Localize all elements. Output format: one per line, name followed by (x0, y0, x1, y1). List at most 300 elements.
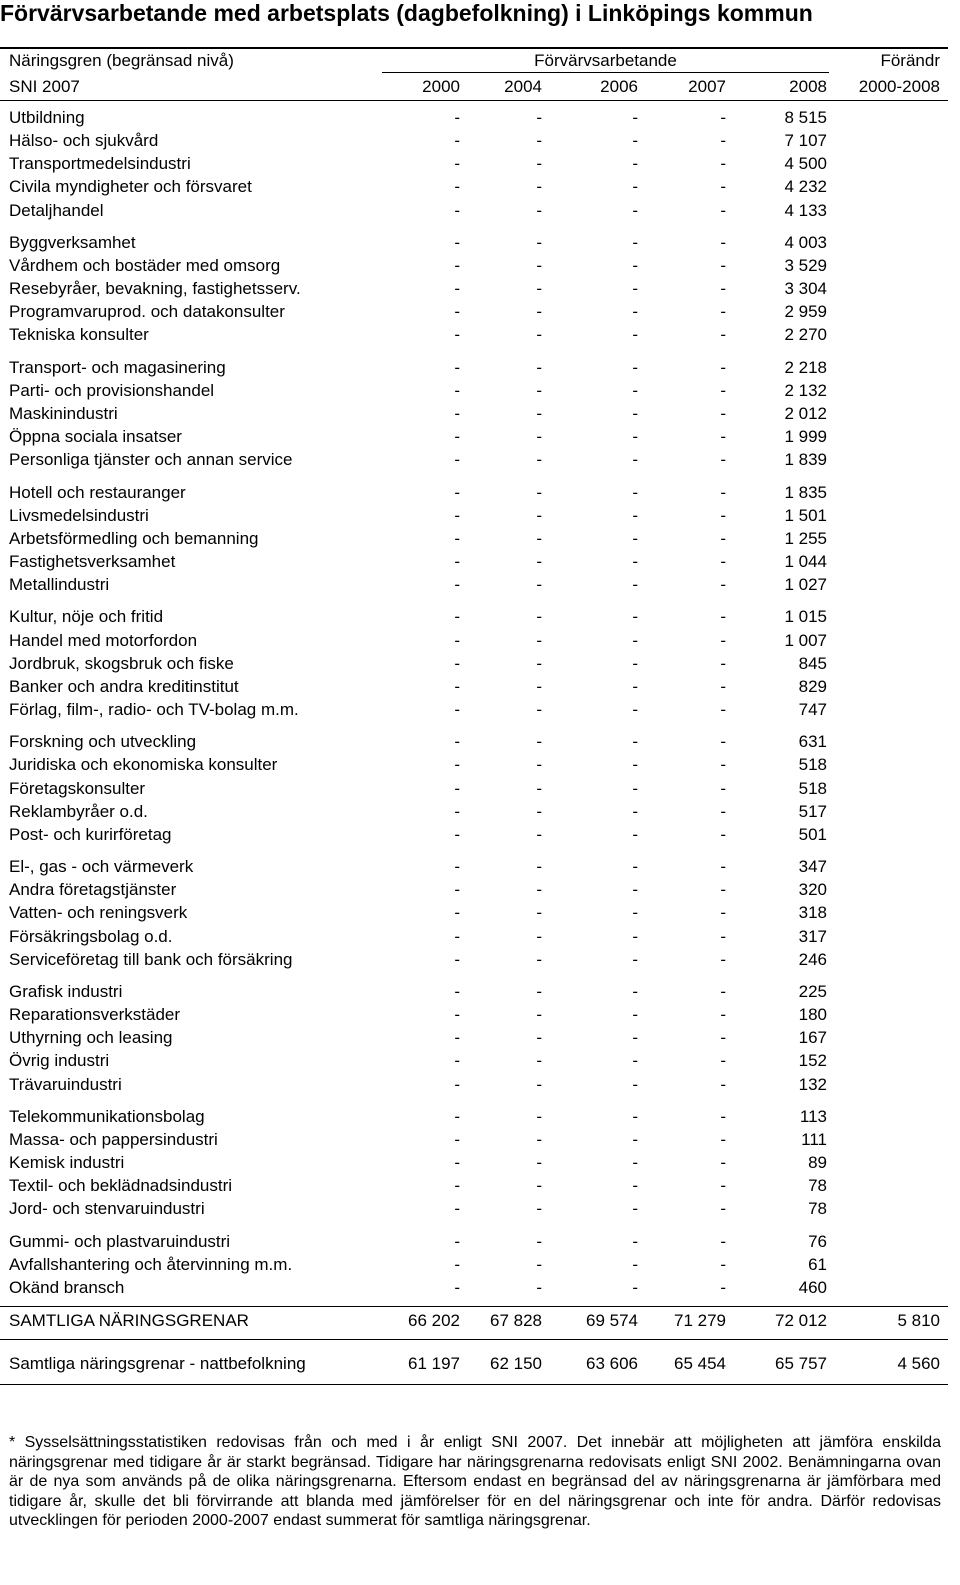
table-row (0, 231, 948, 254)
cell-2007: - (720, 631, 726, 650)
cell-2007: - (720, 779, 726, 798)
cell-2006: - (632, 256, 638, 275)
cell-2000: - (454, 1107, 460, 1126)
cell-2008: 61 (808, 1255, 827, 1274)
table-row (0, 129, 948, 152)
cell-2000: - (454, 1028, 460, 1047)
cell-2006: - (632, 381, 638, 400)
table-row (0, 730, 948, 753)
table-row (0, 901, 948, 924)
cell-2000: - (454, 279, 460, 298)
cell-2004: - (536, 677, 542, 696)
cell-2004: - (536, 177, 542, 196)
column-label-change-period: 2000-2008 (858, 77, 940, 96)
cell-2008: 2 218 (784, 358, 827, 377)
table-row (0, 675, 948, 698)
table-row (0, 1253, 948, 1276)
cell-2000: - (454, 1199, 460, 1218)
cell-2000: - (454, 700, 460, 719)
cell-2007: - (720, 1051, 726, 1070)
cell-2006: - (632, 1051, 638, 1070)
cell-2008: 65 757 (775, 1354, 827, 1373)
cell-2007: - (720, 552, 726, 571)
cell-2000: - (454, 302, 460, 321)
table-row (0, 629, 948, 652)
cell-2007: - (720, 1199, 726, 1218)
cell-2008: 113 (799, 1107, 827, 1126)
cell-2006: - (632, 1107, 638, 1126)
cell-2006: 63 606 (586, 1354, 638, 1373)
cell-2004: - (536, 825, 542, 844)
cell-2000: - (454, 1232, 460, 1251)
industry-name: Handel med motorfordon (9, 631, 198, 650)
cell-2007: - (720, 325, 726, 344)
cell-2008: 1 255 (784, 529, 827, 548)
industry-name: Hotell och restauranger (9, 483, 186, 502)
industry-name: El-, gas - och värmeverk (9, 857, 194, 876)
cell-2008: 180 (798, 1005, 827, 1024)
industry-name: Företagskonsulter (9, 779, 146, 798)
cell-2008: 4 232 (784, 177, 827, 196)
cell-2000: - (454, 950, 460, 969)
cell-2004: - (536, 950, 542, 969)
cell-2008: 1 015 (784, 607, 827, 626)
industry-name: Kultur, nöje och fritid (9, 607, 164, 626)
industry-name: Detaljhandel (9, 201, 104, 220)
industry-name: Reparationsverkstäder (9, 1005, 181, 1024)
cell-2007: - (720, 575, 726, 594)
cell-2004: - (536, 802, 542, 821)
cell-2006: - (632, 677, 638, 696)
cell-2004: - (536, 358, 542, 377)
cell-2004: - (536, 279, 542, 298)
header-row-2 (0, 75, 948, 98)
cell-2007: - (720, 950, 726, 969)
table-row (0, 175, 948, 198)
total-middle-rule (0, 1339, 948, 1340)
industry-name: Juridiska och ekonomiska konsulter (9, 755, 278, 774)
cell-2004: - (536, 233, 542, 252)
cell-2000: 61 197 (408, 1354, 460, 1373)
cell-2006: - (632, 233, 638, 252)
cell-2007: - (720, 233, 726, 252)
cell-2004: - (536, 1005, 542, 1024)
cell-2004: - (536, 1153, 542, 1172)
cell-2007: - (720, 825, 726, 844)
cell-2006: - (632, 1130, 638, 1149)
cell-2007: - (720, 1005, 726, 1024)
cell-2007: - (720, 529, 726, 548)
cell-2007: - (720, 1130, 726, 1149)
cell-2008: 3 529 (784, 256, 827, 275)
cell-2000: - (454, 631, 460, 650)
industry-name: Vatten- och reningsverk (9, 903, 188, 922)
cell-2008: 1 044 (784, 552, 827, 571)
cell-2006: - (632, 1075, 638, 1094)
cell-2006: - (632, 1255, 638, 1274)
cell-2006: - (632, 880, 638, 899)
cell-2006: - (632, 450, 638, 469)
cell-2007: - (720, 700, 726, 719)
cell-2004: - (536, 506, 542, 525)
total-top-rule (0, 1306, 948, 1307)
cell-2004: - (536, 880, 542, 899)
cell-2004: - (536, 755, 542, 774)
industry-name: Forskning och utveckling (9, 732, 197, 751)
cell-2007: - (720, 1153, 726, 1172)
table-row (0, 152, 948, 175)
industry-name: Jordbruk, skogsbruk och fiske (9, 654, 234, 673)
industry-name: Arbetsförmedling och bemanning (9, 529, 259, 548)
table-row (0, 277, 948, 300)
cell-2008: 4 003 (784, 233, 827, 252)
cell-2008: 1 835 (784, 483, 827, 502)
table-row (0, 356, 948, 379)
cell-2007: - (720, 677, 726, 696)
cell-2007: - (720, 131, 726, 150)
industry-name: Okänd bransch (9, 1278, 125, 1297)
cell-2006: - (632, 302, 638, 321)
industry-name: Resebyråer, bevakning, fastighetsserv. (9, 279, 301, 298)
cell-2000: - (454, 233, 460, 252)
cell-2006: - (632, 1153, 638, 1172)
cell-2008: 78 (808, 1199, 827, 1218)
cell-2008: 7 107 (784, 131, 827, 150)
cell-2007: - (720, 256, 726, 275)
cell-2006: - (632, 131, 638, 150)
cell-2008: 460 (798, 1278, 827, 1297)
cell-2007: - (720, 1176, 726, 1195)
total-night-label: Samtliga näringsgrenar - nattbefolkning (9, 1354, 306, 1373)
industry-name: Trävaruindustri (9, 1075, 122, 1094)
table-row (0, 527, 948, 550)
cell-2008: 347 (798, 857, 827, 876)
cell-2004: - (536, 631, 542, 650)
cell-change: 5 810 (897, 1311, 940, 1330)
cell-2007: - (720, 1107, 726, 1126)
cell-2008: 76 (808, 1232, 827, 1251)
industry-name: Gummi- och plastvaruindustri (9, 1232, 231, 1251)
cell-2006: - (632, 529, 638, 548)
table-row (0, 698, 948, 721)
industry-name: Metallindustri (9, 575, 110, 594)
cell-2004: - (536, 1051, 542, 1070)
industry-name: Telekommunikationsbolag (9, 1107, 205, 1126)
cell-2004: - (536, 732, 542, 751)
cell-2008: 246 (798, 950, 827, 969)
cell-2000: - (454, 404, 460, 423)
column-label-sni: SNI 2007 (9, 77, 80, 96)
cell-2008: 132 (798, 1075, 827, 1094)
cell-2000: - (454, 1130, 460, 1149)
table-row (0, 948, 948, 971)
industry-name: Reklambyråer o.d. (9, 802, 148, 821)
cell-2004: - (536, 700, 542, 719)
cell-2006: - (632, 506, 638, 525)
cell-2004: - (536, 1232, 542, 1251)
cell-2000: - (454, 927, 460, 946)
industry-name: Civila myndigheter och försvaret (9, 177, 252, 196)
cell-2008: 1 839 (784, 450, 827, 469)
industry-name: Förlag, film-, radio- och TV-bolag m.m. (9, 700, 299, 719)
table-row (0, 652, 948, 675)
cell-2004: - (536, 302, 542, 321)
table-row (0, 823, 948, 846)
column-label-industry: Näringsgren (begränsad nivå) (9, 51, 234, 70)
cell-2007: - (720, 755, 726, 774)
table-row (0, 878, 948, 901)
cell-2007: - (720, 483, 726, 502)
header-bottom-rule (0, 100, 948, 101)
cell-2008: 2 132 (784, 381, 827, 400)
cell-2000: - (454, 1255, 460, 1274)
industry-name: Transport- och magasinering (9, 358, 226, 377)
cell-2008: 318 (798, 903, 827, 922)
cell-2007: - (720, 654, 726, 673)
table-row (0, 448, 948, 471)
cell-2004: - (536, 857, 542, 876)
cell-2000: - (454, 802, 460, 821)
table-row (0, 855, 948, 878)
cell-2006: - (632, 802, 638, 821)
cell-2004: 62 150 (490, 1354, 542, 1373)
cell-2008: 1 501 (784, 506, 827, 525)
cell-2004: - (536, 1075, 542, 1094)
cell-2004: - (536, 325, 542, 344)
cell-2004: - (536, 1028, 542, 1047)
cell-2000: - (454, 732, 460, 751)
table-row (0, 402, 948, 425)
cell-2007: - (720, 108, 726, 127)
table-row (0, 550, 948, 573)
cell-2004: - (536, 1199, 542, 1218)
cell-2006: - (632, 552, 638, 571)
cell-2006: - (632, 358, 638, 377)
cell-2000: - (454, 154, 460, 173)
cell-2007: - (720, 177, 726, 196)
industry-name: Maskinindustri (9, 404, 118, 423)
industry-name: Byggverksamhet (9, 233, 136, 252)
cell-2000: - (454, 857, 460, 876)
cell-2004: - (536, 381, 542, 400)
cell-2008: 1 007 (784, 631, 827, 650)
cell-2007: - (720, 427, 726, 446)
table-row (0, 925, 948, 948)
cell-2006: - (632, 1232, 638, 1251)
table-row (0, 1151, 948, 1174)
cell-2007: - (720, 732, 726, 751)
cell-2006: - (632, 575, 638, 594)
table-row (0, 481, 948, 504)
year-2008: 2008 (789, 77, 827, 96)
cell-2000: - (454, 1075, 460, 1094)
cell-2000: - (454, 880, 460, 899)
cell-2000: - (454, 575, 460, 594)
cell-2007: - (720, 404, 726, 423)
cell-2006: - (632, 903, 638, 922)
table-row (0, 379, 948, 402)
cell-2008: 167 (798, 1028, 827, 1047)
table-row (0, 1174, 948, 1197)
table-row (0, 199, 948, 222)
year-2006: 2006 (600, 77, 638, 96)
industry-name: Vårdhem och bostäder med omsorg (9, 256, 281, 275)
cell-2000: - (454, 1051, 460, 1070)
cell-2007: - (720, 857, 726, 876)
industry-name: Banker och andra kreditinstitut (9, 677, 239, 696)
table-row (0, 425, 948, 448)
cell-2008: 111 (801, 1130, 827, 1149)
cell-2007: - (720, 506, 726, 525)
cell-2008: 4 133 (784, 201, 827, 220)
cell-2000: - (454, 381, 460, 400)
cell-2000: - (454, 1176, 460, 1195)
cell-2008: 2 012 (784, 404, 827, 423)
cell-2006: - (632, 1028, 638, 1047)
table-row (0, 1230, 948, 1253)
table-row (0, 753, 948, 776)
cell-2004: - (536, 1107, 542, 1126)
cell-2008: 1 999 (784, 427, 827, 446)
cell-2008: 317 (798, 927, 827, 946)
cell-2004: - (536, 1255, 542, 1274)
cell-2000: - (454, 256, 460, 275)
cell-2006: - (632, 950, 638, 969)
cell-2006: - (632, 927, 638, 946)
industry-name: Övrig industri (9, 1051, 110, 1070)
industry-name: Försäkringsbolag o.d. (9, 927, 173, 946)
cell-2004: - (536, 552, 542, 571)
header-row-1 (0, 49, 948, 72)
cell-2000: - (454, 427, 460, 446)
footnote: * Sysselsättningsstatistiken redovisas från och med i år enligt SNI 2007. Det innebär att möjligheten att jämföra enskilda näringsgrenar med tidigare år är starkt begränsad. Tidigare har näringsgrenarna redovisats enligt SNI 2002. Benämningarna ovan är de nya som används på de olika näringsgrenarna. Eftersom endast en begränsad del av näringsgrenarna är jämförbara med tidigare år, skulle det bli förvirrande att blanda med jämförelser för en del näringsgrenar och inte för andra. Därför redovisas utvecklingen för perioden 2000-2007 endast summerat för samtliga näringsgrenar. (9, 1434, 941, 1529)
cell-2006: - (632, 631, 638, 650)
cell-2007: - (720, 1232, 726, 1251)
cell-2007: - (720, 1278, 726, 1297)
cell-2000: - (454, 903, 460, 922)
cell-2004: - (536, 1176, 542, 1195)
cell-2006: - (632, 654, 638, 673)
table-row (0, 106, 948, 129)
cell-2007: - (720, 1028, 726, 1047)
cell-2004: - (536, 1130, 542, 1149)
cell-2008: 517 (798, 802, 827, 821)
column-group-label: Förvärvsarbetande (534, 51, 677, 70)
industry-name: Avfallshantering och återvinning m.m. (9, 1255, 293, 1274)
cell-2008: 845 (798, 654, 827, 673)
cell-2007: - (720, 1075, 726, 1094)
table-row (0, 605, 948, 628)
cell-2000: - (454, 607, 460, 626)
table-row (0, 777, 948, 800)
total-night-row (0, 1352, 948, 1375)
industry-name: Jord- och stenvaruindustri (9, 1199, 205, 1218)
cell-2000: - (454, 506, 460, 525)
cell-2007: - (720, 1255, 726, 1274)
cell-2000: - (454, 755, 460, 774)
cell-2006: - (632, 825, 638, 844)
cell-2007: 65 454 (674, 1354, 726, 1373)
table-bottom-rule (0, 1384, 948, 1385)
cell-2004: - (536, 575, 542, 594)
industry-name: Kemisk industri (9, 1153, 125, 1172)
table-row (0, 1276, 948, 1299)
cell-2000: - (454, 1005, 460, 1024)
table-row (0, 1049, 948, 1072)
cell-2006: - (632, 201, 638, 220)
cell-2006: 69 574 (586, 1311, 638, 1330)
cell-2004: - (536, 201, 542, 220)
cell-2006: - (632, 1176, 638, 1195)
cell-2000: - (454, 529, 460, 548)
cell-2007: - (720, 802, 726, 821)
cell-2004: - (536, 427, 542, 446)
table-row (0, 980, 948, 1003)
cell-2008: 501 (798, 825, 827, 844)
cell-2007: - (720, 358, 726, 377)
cell-2004: - (536, 108, 542, 127)
industry-name: Textil- och beklädnadsindustri (9, 1176, 233, 1195)
cell-2006: - (632, 108, 638, 127)
cell-2004: - (536, 131, 542, 150)
industry-name: Grafisk industri (9, 982, 123, 1001)
cell-2004: - (536, 779, 542, 798)
industry-name: Hälso- och sjukvård (9, 131, 159, 150)
industry-name: Serviceföretag till bank och försäkring (9, 950, 293, 969)
cell-2008: 631 (798, 732, 827, 751)
cell-2004: 67 828 (490, 1311, 542, 1330)
table-row (0, 1026, 948, 1049)
total-day-label: SAMTLIGA NÄRINGSGRENAR (9, 1311, 249, 1330)
industry-name: Andra företagstjänster (9, 880, 177, 899)
cell-2006: - (632, 427, 638, 446)
cell-2006: - (632, 755, 638, 774)
cell-2006: - (632, 279, 638, 298)
cell-2006: - (632, 857, 638, 876)
cell-2007: - (720, 302, 726, 321)
cell-2007: - (720, 450, 726, 469)
cell-2006: - (632, 1005, 638, 1024)
industry-name: Massa- och pappersindustri (9, 1130, 218, 1149)
year-2007: 2007 (688, 77, 726, 96)
cell-2006: - (632, 700, 638, 719)
cell-change: 4 560 (897, 1354, 940, 1373)
cell-2000: - (454, 450, 460, 469)
cell-2006: - (632, 982, 638, 1001)
cell-2008: 4 500 (784, 154, 827, 173)
cell-2006: - (632, 177, 638, 196)
table-row (0, 1003, 948, 1026)
cell-2007: - (720, 154, 726, 173)
table-row (0, 323, 948, 346)
industry-name: Utbildning (9, 108, 85, 127)
cell-2007: - (720, 880, 726, 899)
cell-2004: - (536, 654, 542, 673)
cell-2006: - (632, 732, 638, 751)
cell-2004: - (536, 903, 542, 922)
cell-2006: - (632, 779, 638, 798)
cell-2008: 3 304 (784, 279, 827, 298)
cell-2008: 152 (798, 1051, 827, 1070)
table-row (0, 1073, 948, 1096)
cell-2007: - (720, 607, 726, 626)
cell-2006: - (632, 1278, 638, 1297)
cell-2008: 518 (798, 755, 827, 774)
cell-2000: - (454, 1278, 460, 1297)
cell-2008: 89 (808, 1153, 827, 1172)
cell-2000: - (454, 177, 460, 196)
cell-2008: 2 959 (784, 302, 827, 321)
